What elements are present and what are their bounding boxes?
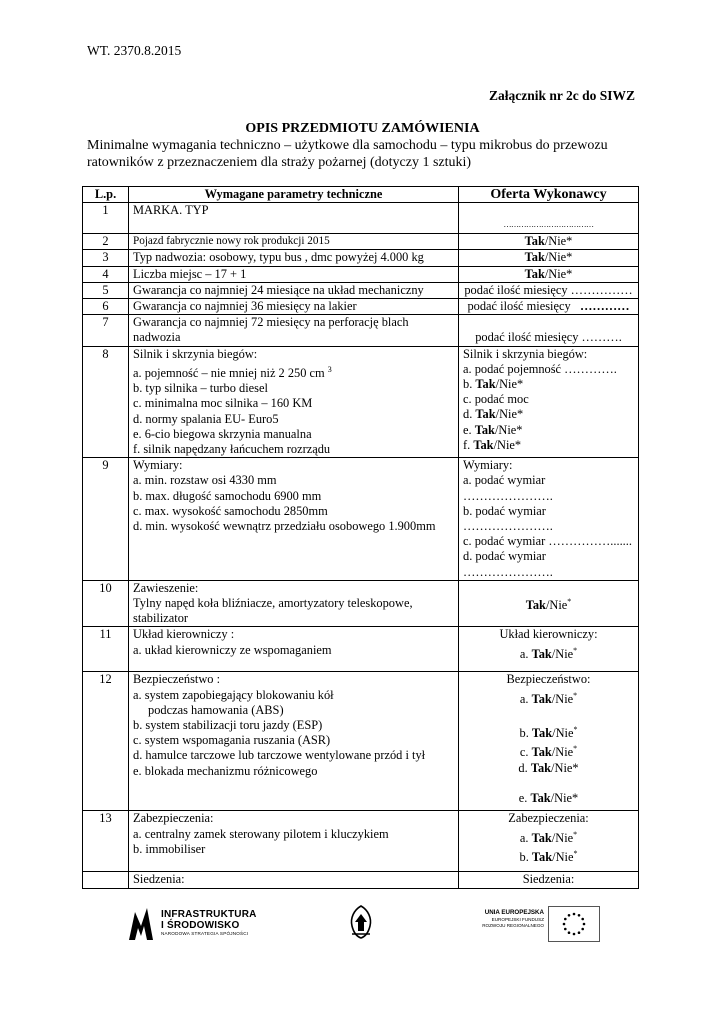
requirement-item: b. max. długość samochodu 6900 mm bbox=[133, 488, 322, 503]
requirement-title: Zabezpieczenia: bbox=[133, 811, 214, 826]
requirement-title: Silnik i skrzynia biegów: bbox=[133, 346, 258, 361]
requirement-item: d. min. wysokość wewnątrz przedziału osobowego 1.900mm bbox=[133, 518, 436, 533]
requirement-cell: Gwarancja co najmniej 72 miesięcy na perforację blach nadwozia bbox=[129, 315, 459, 346]
offer-item: a. podać wymiar …………………. bbox=[463, 473, 553, 503]
tak-value: Tak bbox=[530, 760, 552, 775]
nie-value: /Nie bbox=[551, 830, 574, 845]
column-header-requirements: Wymagane parametry techniczne bbox=[129, 187, 459, 203]
offer-title: Silnik i skrzynia biegów: bbox=[463, 346, 588, 361]
logo-line: ROZWOJU REGIONALNEGO bbox=[482, 923, 544, 928]
requirement-item: c. max. wysokość samochodu 2850mm bbox=[133, 503, 328, 518]
tak-value: Tak bbox=[475, 407, 496, 422]
tak-value: Tak bbox=[531, 646, 552, 661]
offer-item bbox=[463, 791, 634, 806]
offer-item bbox=[463, 377, 634, 392]
offer-title: Układ kierowniczy: bbox=[499, 627, 598, 642]
offer-letter: a. bbox=[519, 830, 529, 845]
row-number: 3 bbox=[83, 250, 129, 266]
requirement-cell bbox=[129, 458, 459, 581]
offer-item bbox=[463, 688, 634, 707]
asterisk: * bbox=[573, 829, 578, 839]
requirement-item: f. silnik napędzany łańcuchem rozrządu bbox=[133, 441, 331, 456]
row-number: 7 bbox=[83, 315, 129, 346]
offer-cell bbox=[459, 580, 639, 627]
table-row bbox=[83, 299, 639, 315]
logo-line: INFRASTRUKTURA bbox=[161, 909, 257, 920]
tak-value: Tak bbox=[530, 790, 551, 805]
offer-cell: podać ilość miesięcy ………. bbox=[459, 315, 639, 346]
offer-cell: Siedzenia: bbox=[459, 872, 639, 888]
offer-item: a. podać pojemność …………. bbox=[463, 361, 617, 376]
requirement-item: d. hamulce tarczowe lub tarczowe wentylowane przód i tył bbox=[133, 748, 426, 763]
offer-item bbox=[463, 407, 634, 422]
requirement-cell bbox=[129, 811, 459, 872]
offer-letter: c. bbox=[519, 745, 529, 760]
eu-flag-icon bbox=[548, 906, 600, 942]
requirement-cell bbox=[129, 346, 459, 458]
offer-item bbox=[463, 846, 634, 865]
offer-item bbox=[463, 761, 634, 776]
infrastruktura-logo bbox=[125, 906, 255, 946]
offer-title: Zabezpieczenia: bbox=[508, 811, 589, 826]
requirement-title: Wymiary: bbox=[133, 458, 183, 473]
offer-cell bbox=[459, 266, 639, 282]
tak-value: Tak bbox=[473, 437, 494, 452]
offer-item: c. podać moc bbox=[463, 392, 529, 407]
superscript: 3 bbox=[327, 364, 332, 374]
table-row bbox=[83, 203, 639, 234]
requirement-item: a. system zapobiegający blokowaniu kół bbox=[133, 687, 334, 702]
table-row bbox=[83, 234, 639, 250]
requirement-item: a. układ kierowniczy ze wspomaganiem bbox=[133, 642, 332, 657]
logo-line: NARODOWA STRATEGIA SPÓJNOŚCI bbox=[161, 931, 249, 936]
tak-value: Tak bbox=[531, 850, 553, 865]
tak-value: Tak bbox=[531, 726, 553, 741]
requirement-item: Tylny napęd koła bliźniacze, amortyzatory teleskopowe, stabilizator bbox=[133, 596, 413, 626]
table-row bbox=[83, 315, 639, 346]
asterisk: * bbox=[573, 744, 578, 754]
table-row bbox=[83, 250, 639, 266]
row-number: 5 bbox=[83, 282, 129, 298]
offer-cell bbox=[459, 234, 639, 250]
requirement-cell: Siedzenia: bbox=[129, 872, 459, 888]
nie-value: /Nie* bbox=[551, 760, 579, 775]
offer-dots: ……………………………… bbox=[503, 220, 594, 230]
offer-letter: e. bbox=[518, 790, 528, 805]
table-row bbox=[83, 266, 639, 282]
tak-value: Tak bbox=[524, 250, 545, 265]
asterisk: * bbox=[573, 724, 578, 734]
offer-title: Wymiary: bbox=[463, 458, 513, 473]
table-row bbox=[83, 580, 639, 627]
eu-logo bbox=[470, 906, 600, 942]
table-header-row bbox=[83, 187, 639, 203]
offer-letter: a. bbox=[519, 691, 529, 706]
requirement-cell bbox=[129, 580, 459, 627]
column-header-offer: Oferta Wykonawcy bbox=[459, 187, 639, 203]
offer-letter: b. bbox=[463, 377, 473, 392]
offer-cell bbox=[459, 811, 639, 872]
requirement-item bbox=[133, 362, 454, 381]
footer-logos bbox=[0, 898, 725, 948]
offer-letter: a. bbox=[519, 646, 529, 661]
logo-line: EUROPEJSKI FUNDUSZ bbox=[491, 917, 544, 922]
requirement-cell: MARKA. TYP bbox=[129, 203, 459, 234]
row-number: 1 bbox=[83, 203, 129, 234]
offer-letter: e. bbox=[463, 422, 472, 437]
infrastruktura-emblem-icon bbox=[125, 906, 157, 942]
row-number: 12 bbox=[83, 672, 129, 811]
requirement-item: b. system stabilizacji toru jazdy (ESP) bbox=[133, 718, 323, 733]
offer-cell bbox=[459, 250, 639, 266]
nie-value: /Nie bbox=[551, 691, 574, 706]
requirement-title: Bezpieczeństwo : bbox=[133, 672, 221, 687]
requirement-cell: Gwarancja co najmniej 36 miesięcy na lakier bbox=[129, 299, 459, 315]
row-number: 13 bbox=[83, 811, 129, 872]
table-row bbox=[83, 627, 639, 672]
offer-letter: d. bbox=[518, 760, 528, 775]
table-row bbox=[83, 458, 639, 581]
nie-value: /Nie* bbox=[495, 377, 524, 392]
offer-cell bbox=[459, 299, 639, 315]
asterisk: * bbox=[573, 645, 578, 655]
offer-item bbox=[463, 438, 634, 453]
nie-value: /Nie bbox=[552, 726, 574, 741]
table-row bbox=[83, 282, 639, 298]
offer-cell bbox=[459, 627, 639, 672]
tak-value: Tak bbox=[524, 234, 545, 249]
tak-value: Tak bbox=[525, 598, 546, 613]
nie-value: /Nie* bbox=[494, 422, 523, 437]
requirement-item: b. typ silnika – turbo diesel bbox=[133, 381, 268, 396]
column-header-lp: L.p. bbox=[83, 187, 129, 203]
nie-value: /Nie* bbox=[493, 437, 522, 452]
offer-item bbox=[463, 741, 634, 760]
offer-item: c. podać wymiar ……………....... bbox=[463, 534, 632, 549]
table-row bbox=[83, 672, 639, 811]
tak-value: Tak bbox=[474, 422, 495, 437]
tak-value: Tak bbox=[531, 830, 552, 845]
nie-value: /Nie bbox=[545, 598, 568, 613]
table-row bbox=[83, 872, 639, 888]
tak-value: Tak bbox=[475, 377, 496, 392]
requirement-item: e. blokada mechanizmu różnicowego bbox=[133, 763, 318, 778]
requirement-cell: Typ nadwozia: osobowy, typu bus , dmc powyżej 4.000 kg bbox=[129, 250, 459, 266]
nie-value: /Nie bbox=[551, 745, 574, 760]
requirement-title: Zawieszenie: bbox=[133, 580, 199, 595]
tak-value: Tak bbox=[524, 266, 545, 281]
document-reference: WT. 2370.8.2015 bbox=[87, 43, 182, 58]
offer-letter: f. bbox=[463, 437, 471, 452]
requirement-cell bbox=[129, 672, 459, 811]
offer-letter: b. bbox=[519, 850, 529, 865]
offer-item: b. podać wymiar …………………. bbox=[463, 503, 553, 533]
nie-value: /Nie* bbox=[544, 250, 573, 265]
requirement-item: podczas hamowania (ABS) bbox=[148, 702, 284, 717]
page-title: OPIS PRZEDMIOTU ZAMÓWIENIA bbox=[245, 121, 480, 136]
requirement-item: e. 6-cio biegowa skrzynia manualna bbox=[133, 426, 312, 441]
requirement-cell bbox=[129, 627, 459, 672]
nie-value: /Nie* bbox=[544, 234, 573, 249]
row-number: 9 bbox=[83, 458, 129, 581]
emblem-icon bbox=[346, 904, 376, 940]
tak-value: Tak bbox=[531, 691, 552, 706]
requirement-item: a. centralny zamek sterowany pilotem i kluczykiem bbox=[133, 826, 389, 841]
offer-item bbox=[463, 722, 634, 741]
asterisk: * bbox=[567, 596, 572, 606]
offer-letter: b. bbox=[519, 726, 529, 741]
nie-value: /Nie* bbox=[550, 790, 579, 805]
row-number bbox=[83, 872, 129, 888]
requirement-item: b. immobiliser bbox=[133, 841, 206, 856]
offer-cell bbox=[459, 203, 639, 234]
offer-text: podać ilość miesięcy bbox=[467, 299, 571, 314]
offer-item: d. podać wymiar …………………. bbox=[463, 549, 553, 579]
table-row bbox=[83, 811, 639, 872]
requirement-cell: Liczba miejsc – 17 + 1 bbox=[129, 266, 459, 282]
requirement-cell: Gwarancja co najmniej 24 miesiące na układ mechaniczny bbox=[129, 282, 459, 298]
offer-cell bbox=[459, 458, 639, 581]
offer-item bbox=[463, 643, 634, 662]
row-number: 4 bbox=[83, 266, 129, 282]
offer-dots: ………… bbox=[579, 299, 630, 314]
row-number: 8 bbox=[83, 346, 129, 458]
offer-cell bbox=[459, 672, 639, 811]
row-number: 2 bbox=[83, 234, 129, 250]
asterisk: * bbox=[573, 848, 578, 858]
asterisk: * bbox=[573, 690, 578, 700]
offer-item bbox=[463, 827, 634, 846]
page-subtitle: Minimalne wymagania techniczno – użytkowe dla samochodu – typu mikrobus do przewozu ratowników z przeznaczeniem dla straży pożarnej (dotyczy 1 sztuki) bbox=[87, 138, 608, 170]
row-number: 6 bbox=[83, 299, 129, 315]
row-number: 11 bbox=[83, 627, 129, 672]
tak-value: Tak bbox=[531, 745, 552, 760]
requirement-item: d. normy spalania EU- Euro5 bbox=[133, 411, 279, 426]
requirements-table bbox=[82, 186, 639, 889]
logo-line: I ŚRODOWISKO bbox=[161, 920, 240, 931]
requirement-item: a. min. rozstaw osi 4330 mm bbox=[133, 473, 277, 488]
offer-title: Bezpieczeństwo: bbox=[506, 672, 591, 687]
nie-value: /Nie* bbox=[495, 407, 524, 422]
requirement-item-text: a. pojemność – nie mniej niż 2 250 cm bbox=[133, 365, 325, 380]
requirement-item: c. system wspomagania ruszania (ASR) bbox=[133, 733, 331, 748]
offer-cell bbox=[459, 346, 639, 458]
nie-value: /Nie* bbox=[544, 266, 573, 281]
offer-item bbox=[463, 423, 634, 438]
table-row bbox=[83, 346, 639, 458]
offer-cell: podać ilość miesięcy …………… bbox=[459, 282, 639, 298]
requirement-title: Układ kierowniczy : bbox=[133, 627, 235, 642]
row-number: 10 bbox=[83, 580, 129, 627]
requirement-item: c. minimalna moc silnika – 160 KM bbox=[133, 396, 313, 411]
attachment-label: Załącznik nr 2c do SIWZ bbox=[488, 88, 635, 103]
nie-value: /Nie bbox=[551, 646, 574, 661]
logo-line: UNIA EUROPEJSKA bbox=[484, 909, 544, 916]
nie-value: /Nie bbox=[552, 850, 574, 865]
offer-letter: d. bbox=[463, 407, 473, 422]
requirement-cell: Pojazd fabrycznie nowy rok produkcji 2015 bbox=[129, 234, 459, 250]
